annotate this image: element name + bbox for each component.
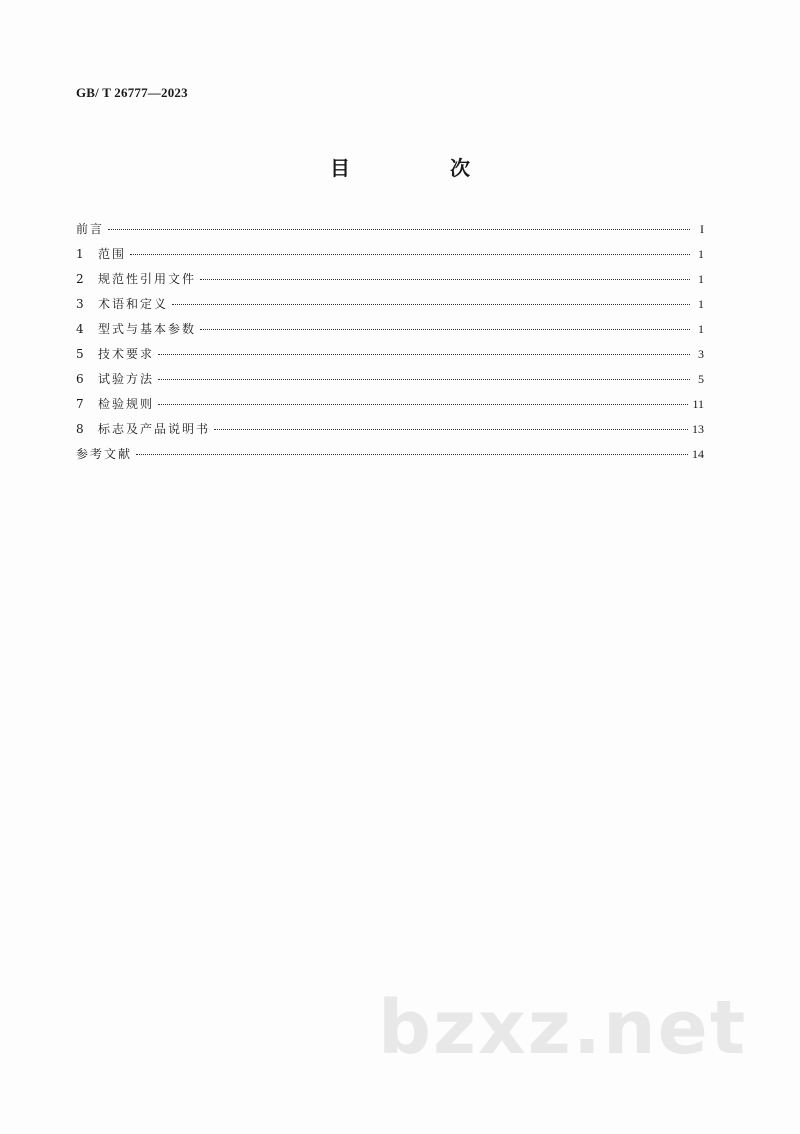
toc-entry-inspection-rules[interactable] [76,395,704,420]
toc-entry-foreword[interactable] [76,220,704,245]
toc-entry-number: 8 [76,422,84,436]
toc-dot-leader [158,353,690,355]
toc-dot-leader [158,403,688,405]
toc-entry-number: 1 [76,247,84,261]
toc-entry-label: 检验规则 [98,397,155,411]
toc-entry-page: 5 [698,372,704,386]
toc-entry-page: 1 [698,322,704,336]
toc-entry-number: 2 [76,272,84,286]
standard-code: GB/ T 26777—2023 [76,85,188,100]
toc-dot-leader [108,228,690,230]
toc-title: 目 次 [330,156,510,180]
toc-entry-label: 试验方法 [98,372,155,386]
toc-entry-marking-manual[interactable] [76,420,704,445]
toc-dot-leader [200,278,690,280]
toc-entry-page: 13 [692,422,704,436]
toc-entry-technical-requirements[interactable] [76,345,704,370]
toc-entry-number: 3 [76,297,84,311]
toc-entry-label: 标志及产品说明书 [98,422,211,436]
toc-entry-page: 11 [692,397,704,411]
toc-dot-leader [130,253,690,255]
toc-entry-label: 术语和定义 [98,297,169,311]
toc-entry-page: 3 [698,347,704,361]
toc-entry-label: 参考文献 [76,447,133,461]
toc-dot-leader [136,453,688,455]
toc-entry-test-methods[interactable] [76,370,704,395]
toc-entry-page: I [700,222,704,236]
toc-dot-leader [214,428,688,430]
toc-entry-number: 6 [76,372,84,386]
toc-entry-label: 前言 [76,222,105,236]
table-of-contents [76,220,704,470]
toc-entry-page: 14 [692,447,704,461]
toc-entry-number: 4 [76,322,84,336]
toc-entry-label: 型式与基本参数 [98,322,197,336]
toc-entry-normative-references[interactable] [76,270,704,295]
toc-entry-label: 技术要求 [98,347,155,361]
toc-entry-page: 1 [698,297,704,311]
toc-entry-label: 规范性引用文件 [98,272,197,286]
watermark: bzxz.net [378,985,748,1071]
toc-dot-leader [158,378,690,380]
toc-entry-number: 7 [76,397,84,411]
toc-dot-leader [200,328,690,330]
toc-entry-label: 范围 [98,247,127,261]
toc-entry-bibliography[interactable] [76,445,704,470]
toc-entry-page: 1 [698,247,704,261]
toc-entry-page: 1 [698,272,704,286]
toc-dot-leader [172,303,690,305]
toc-entry-terms-definitions[interactable] [76,295,704,320]
toc-entry-number: 5 [76,347,84,361]
toc-entry-types-parameters[interactable] [76,320,704,345]
toc-entry-scope[interactable] [76,245,704,270]
